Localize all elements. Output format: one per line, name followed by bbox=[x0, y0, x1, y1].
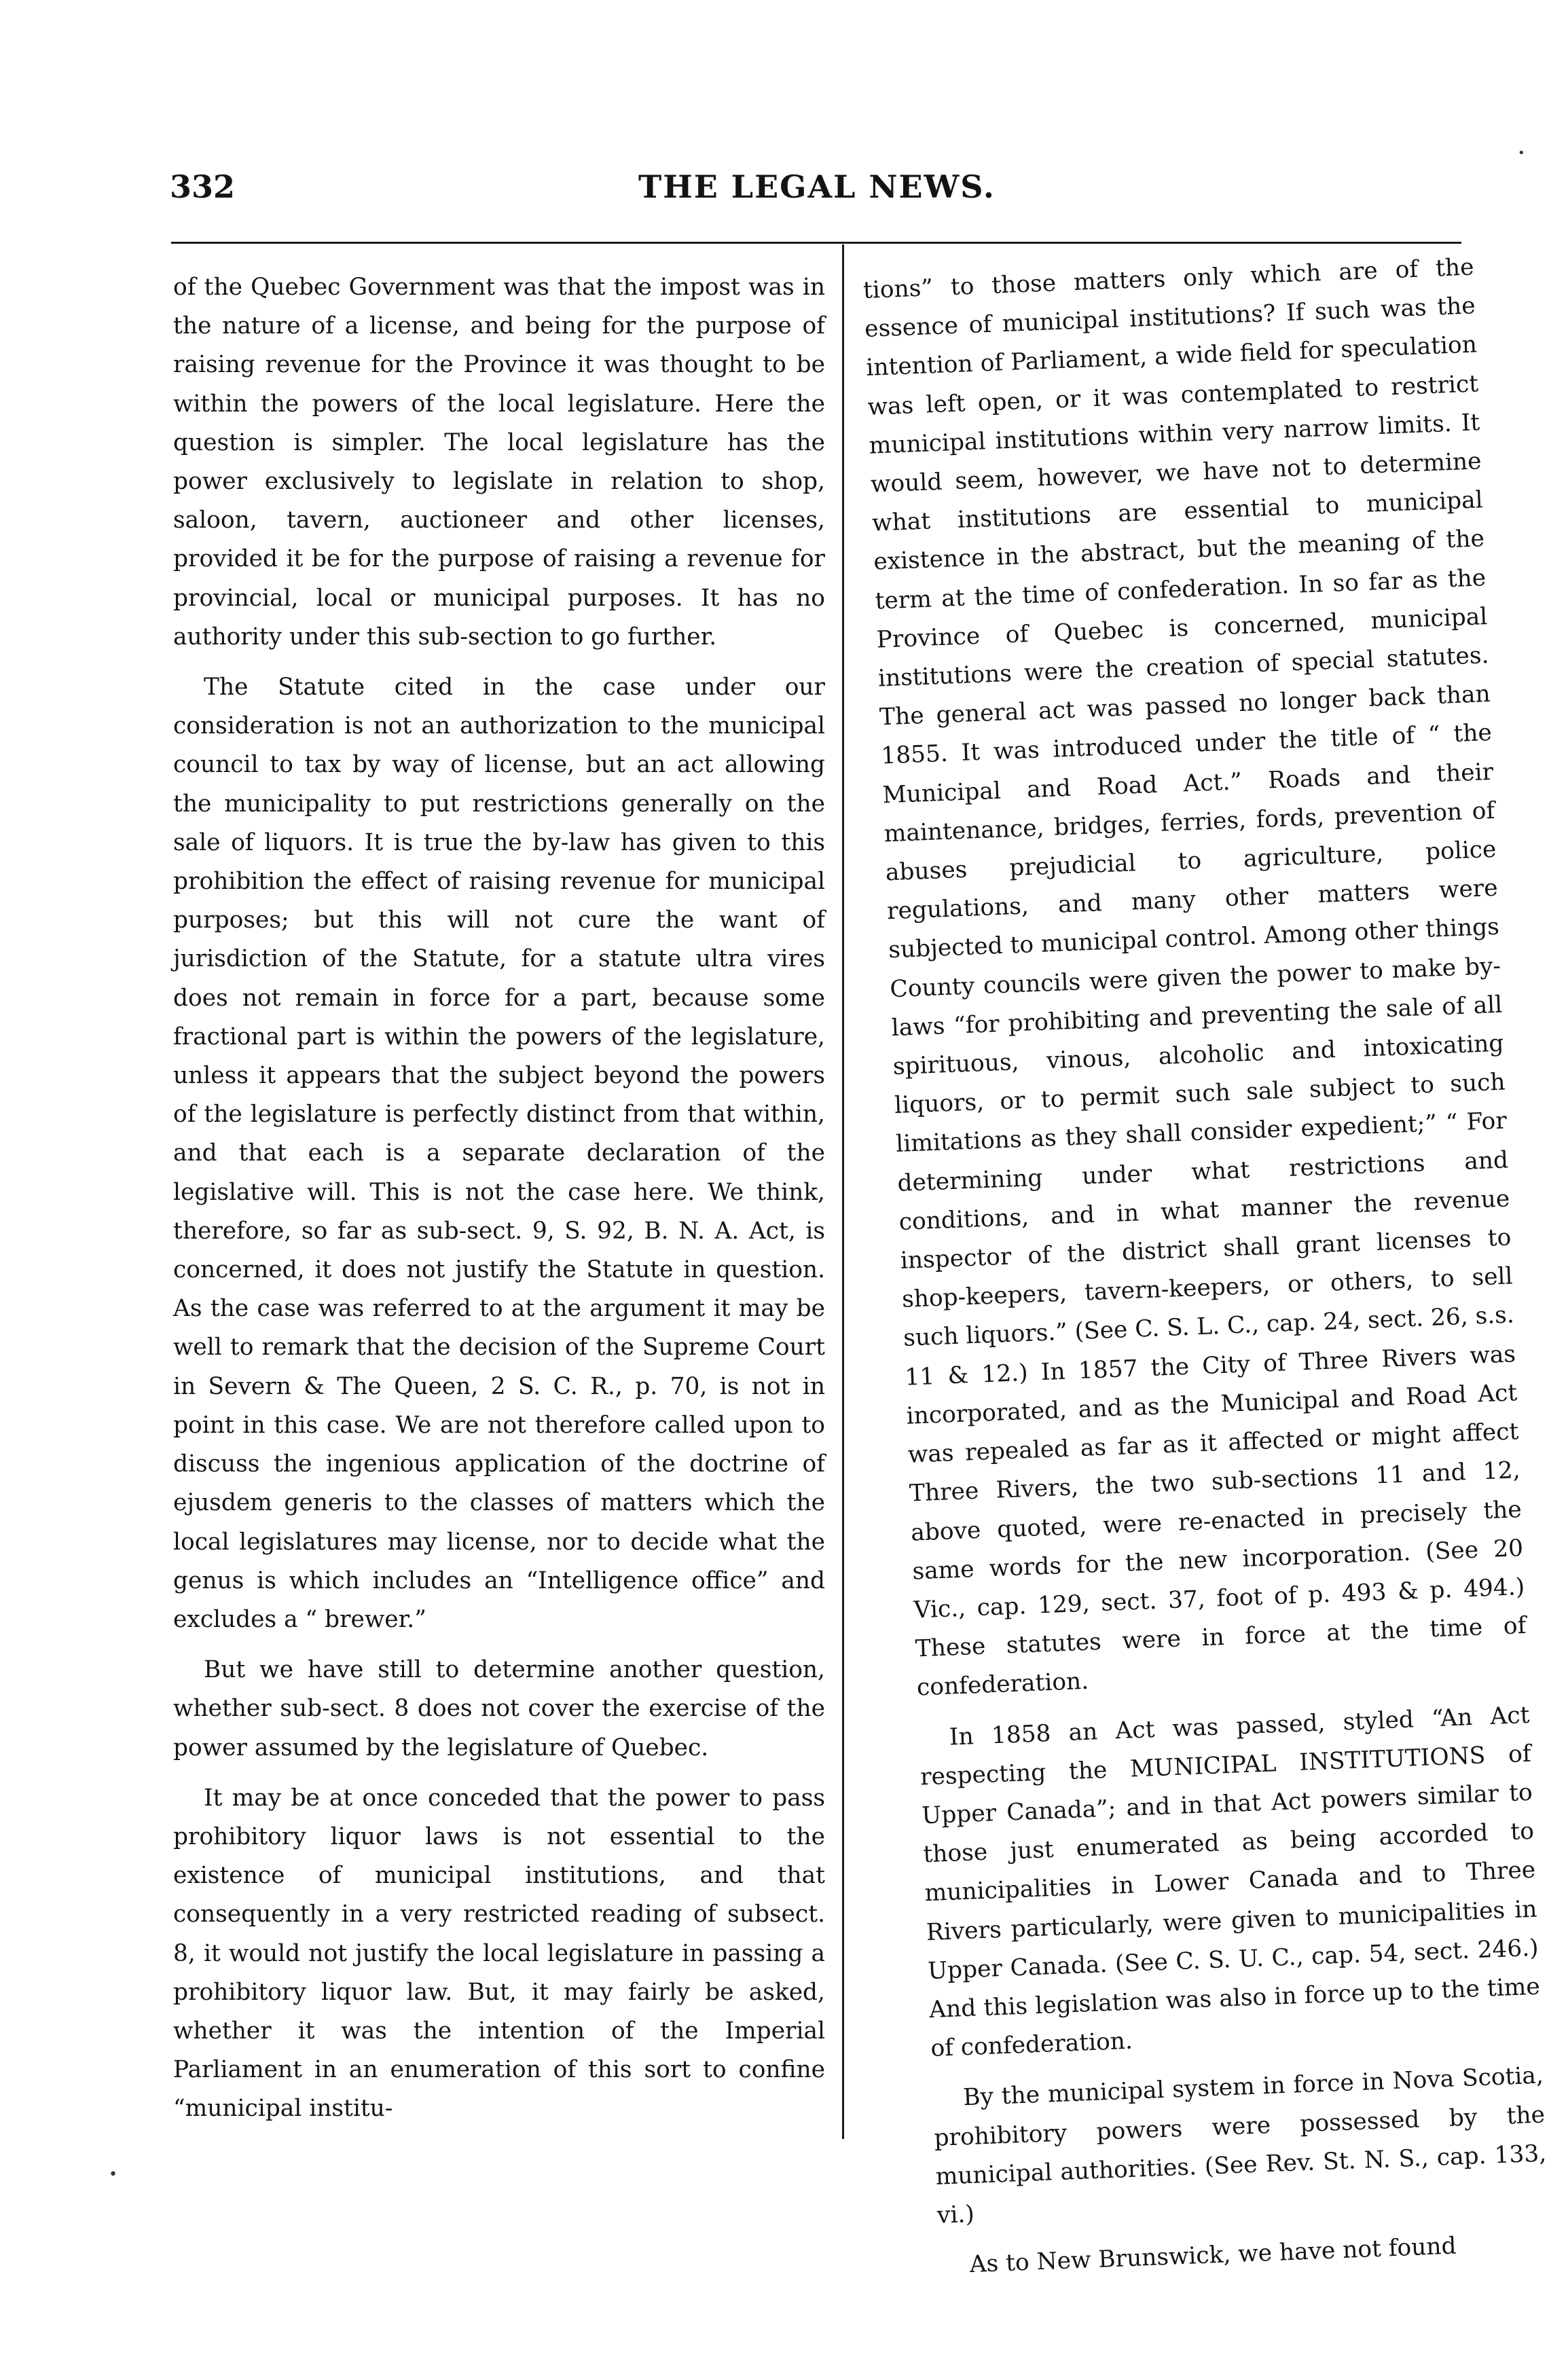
paragraph: By the municipal system in force in Nova Scotia, prohibitory powers were possessed by the municipal authorities. (See Rev. St. N. S., cap. 133, vi.) bbox=[933, 2062, 1547, 2229]
paragraph: In 1858 an Act was passed, styled “An Act respecting the MUNICIPAL INSTITUTIONS of Upper Canada”; and in that Act powers similar to those just enumerated as being accorded to municipalities in Lower Canada and to Three Rivers particularly, were given to municipalities in Upper Canada. (See C. S. U. C., cap. 54, sect. 246.) And this legislation was also in force up to the time of confederation. bbox=[919, 1701, 1541, 2063]
paragraph: The Statute cited in the case under our consideration is not an authorization to the municipal council to tax by way of license, but an act allowing the municipality to put restrictions generally on the sale of liquors. It is true the by-law has given to this prohibition the effect of raising revenue for municipal purposes; but this will not cure the want of jurisdiction of the Statute, for a statute ultra vires does not remain in force for a part, because some fractional part is within the powers of the legislature, unless it appears that the subject beyond the powers of the legislature is perfectly distinct from that within, and that each is a separate declaration of the legislative will. This is not the case here. We think, therefore, so far as sub-sect. 9, S. 92, B. N. A. Act, is concerned, it does not justify the Statute in question. As the case was referred to at the argument it may be well to remark that the decision of the Supreme Court in Severn & The Queen, 2 S. C. R., p. 70, is not in point in this case. We are not therefore called upon to discuss the ingenious application of the doctrine of ejusdem generis to the classes of matters which the local legislatures may license, nor to decide what the genus is which includes an “Intelligence office” and excludes a “ brewer.” bbox=[173, 674, 825, 1633]
page-number: 332 bbox=[170, 168, 236, 205]
margin-speck: • bbox=[109, 2166, 117, 2183]
left-column bbox=[173, 268, 825, 2140]
page-header bbox=[170, 168, 1460, 216]
margin-speck: • bbox=[1518, 146, 1525, 160]
header-rule bbox=[171, 242, 1461, 244]
running-head: THE LEGAL NEWS. bbox=[638, 168, 996, 205]
right-column bbox=[862, 248, 1551, 2292]
paragraph: tions” to those matters only which are of the essence of municipal institutions? If such was the intention of Parliament, a wide field for speculation was left open, or it was contemplated to restrict municipal institutions within very narrow limits. It would seem, however, we have not to determine what institutions are essential to municipal existence in the abstract, but the meaning of the term at the time of confederation. In so far as the Province of Quebec is concerned, municipal institutions were the creation of special statutes. The general act was passed no longer back than 1855. It was introduced under the title of “ the Municipal and Road Act.” Roads and their maintenance, bridges, ferries, fords, prevention of abuses prejudicial to agriculture, police regulations, and many other matters were subjected to municipal control. Among other things County councils were given the power to make by-laws “for prohibiting and preventing the sale of all spirituous, vinous, alcoholic and intoxicating liquors, or to permit such sale subject to such limitations as they shall consider expedient;” “ For determining under what restrictions and conditions, and in what manner the revenue inspector of the district shall grant licenses to shop-keepers, tavern-keepers, or others, to sell such liquors.” (See C. S. L. C., cap. 24, sect. 26, s.s. 11 & 12.) In 1857 the City of Three Rivers was incorporated, and as the Municipal and Road Act was repealed as far as it affected or might affect Three Rivers, the two sub-sections 11 and 12, above quoted, were re-enacted in precisely the same words for the new incorporation. (See 20 Vic., cap. 129, sect. 37, foot of p. 493 & p. 494.) These statutes were in force at the time of confederation. bbox=[862, 253, 1527, 1702]
paragraph: As to New Brunswick, we have not found bbox=[969, 2232, 1457, 2279]
paragraph: But we have still to determine another question, whether sub-sect. 8 does not cover the exercise of the power assumed by the legislature of Quebec. bbox=[173, 1656, 825, 1761]
paragraph: It may be at once conceded that the power to pass prohibitory liquor laws is not essential to the existence of municipal institutions, and that consequently in a very restricted reading of subsect. 8, it would not justify the local legislature in passing a prohibitory liquor law. But, it may fairly be asked, whether it was the intention of the Imperial Parliament in an enumeration of this sort to confine “municipal institu- bbox=[173, 1784, 825, 2123]
paragraph: of the Quebec Government was that the impost was in the nature of a license, and being for the purpose of raising revenue for the Province it was thought to be within the powers of the local legislature. Here the question is simpler. The local legislature has the power exclusively to legislate in relation to shop, saloon, tavern, auctioneer and other licenses, provided it be for the purpose of raising a revenue for provincial, local or municipal purposes. It has no authority under this sub-section to go further. bbox=[173, 274, 825, 651]
column-rule bbox=[842, 244, 844, 2139]
